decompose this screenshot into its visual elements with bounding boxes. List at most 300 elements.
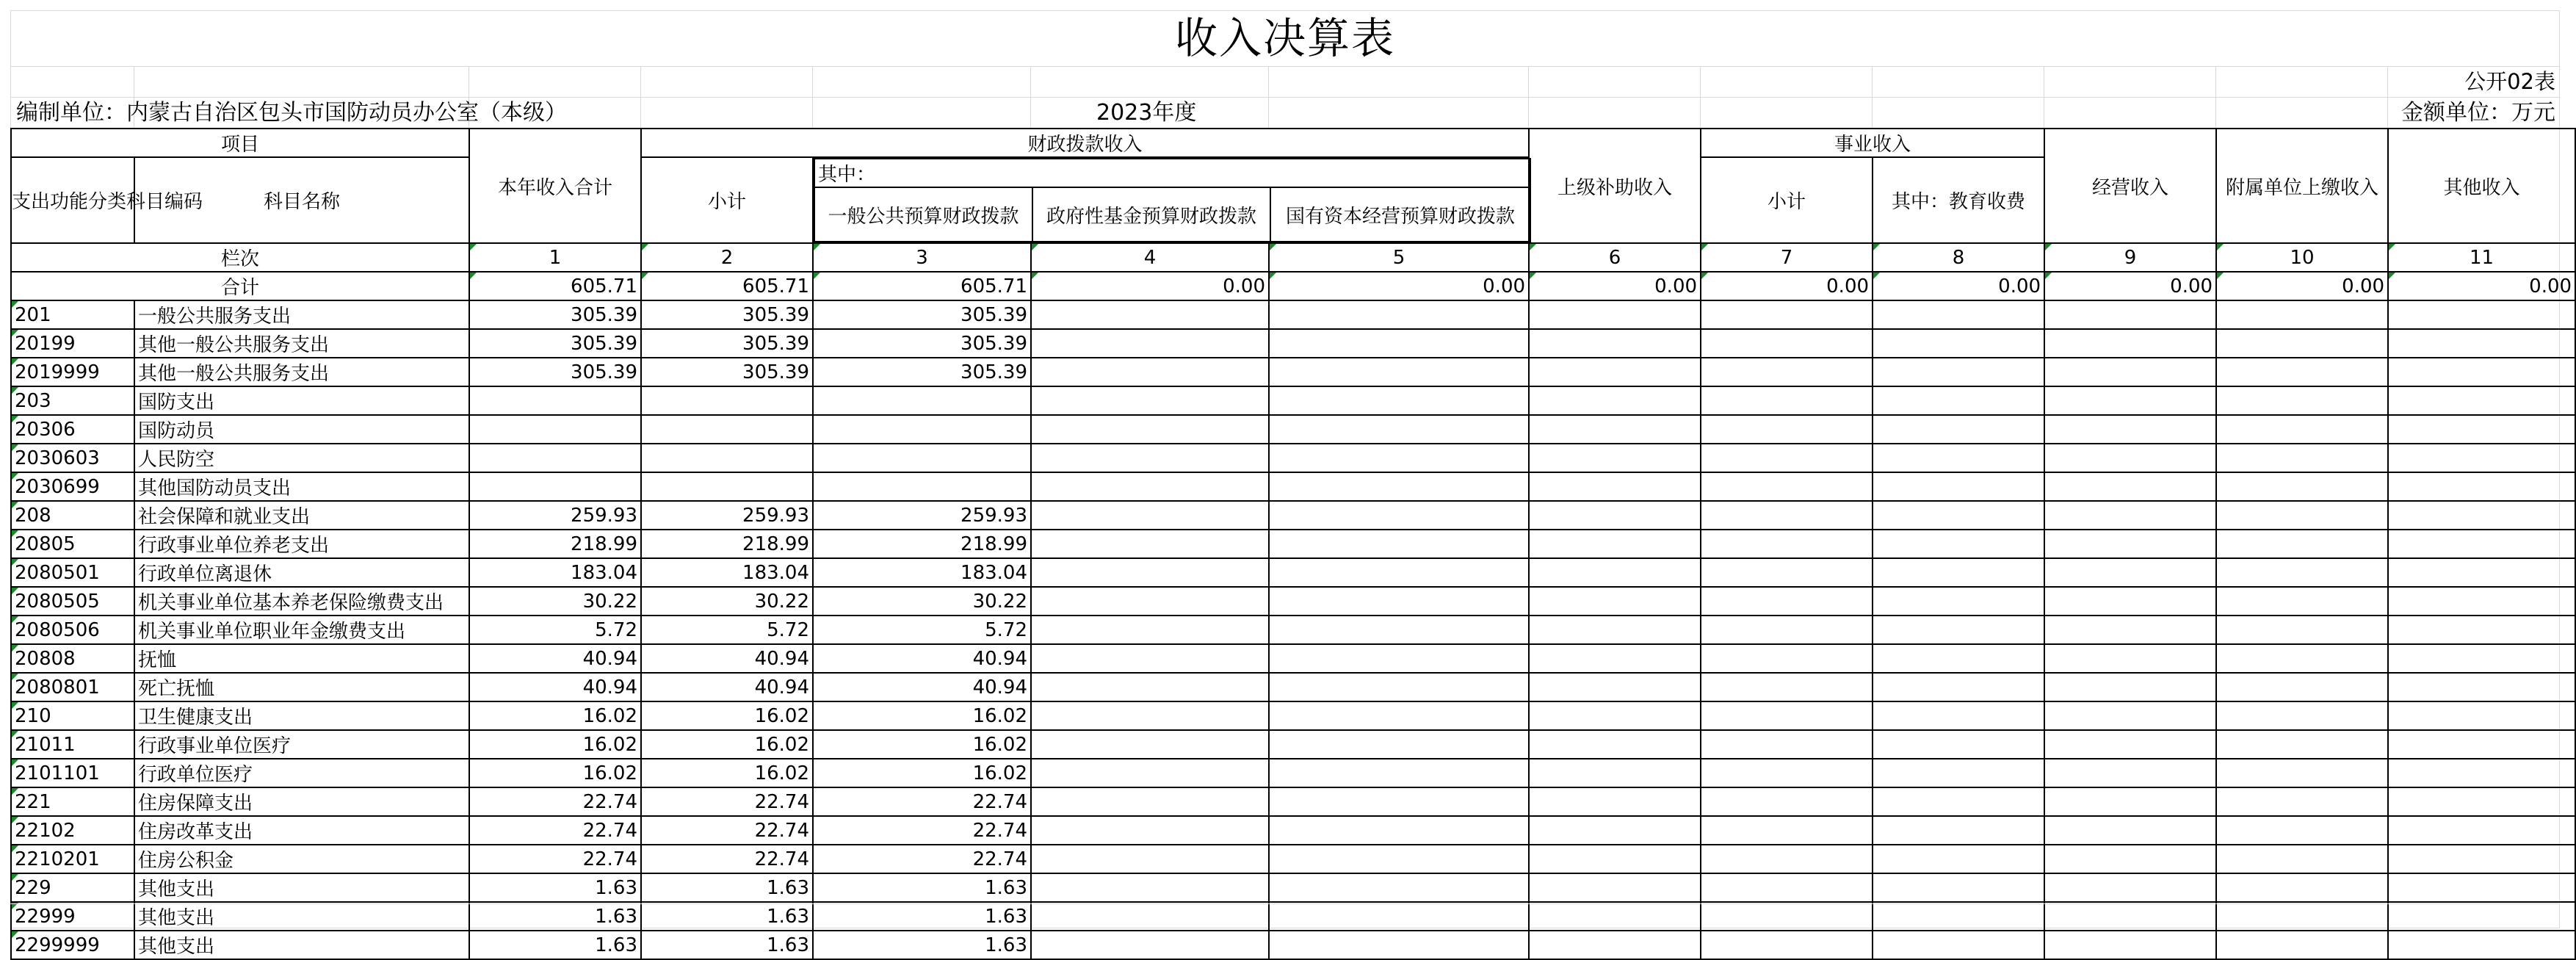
empty-amount-cell — [1873, 501, 2044, 530]
empty-amount-cell — [1701, 329, 1873, 358]
empty-amount-cell — [1031, 759, 1269, 787]
header-state-capital: 国有资本经营预算财政拨款 — [1270, 187, 1530, 242]
fiscal-subtotal-cell — [641, 415, 813, 444]
empty-amount-cell — [1269, 558, 1529, 587]
empty-amount-cell — [2388, 415, 2575, 444]
general-budget-cell: 305.39 — [813, 300, 1031, 329]
function-code-cell: 2080801 — [11, 673, 134, 701]
total-income-cell: 5.72 — [469, 616, 641, 644]
empty-amount-cell — [1031, 358, 1269, 386]
empty-amount-cell — [2388, 644, 2575, 673]
function-code-cell: 20199 — [11, 329, 134, 358]
empty-amount-cell — [2216, 558, 2388, 587]
empty-amount-cell — [1701, 415, 1873, 444]
grid-line — [10, 66, 2560, 67]
empty-amount-cell — [1529, 644, 1701, 673]
grid-line — [2387, 66, 2388, 128]
empty-amount-cell — [2388, 530, 2575, 558]
general-budget-cell: 183.04 — [813, 558, 1031, 587]
empty-amount-cell — [2044, 673, 2216, 701]
empty-amount-cell — [2216, 444, 2388, 472]
table-row — [11, 787, 2575, 816]
header-gov-fund: 政府性基金预算财政拨款 — [1032, 187, 1270, 242]
function-code-cell: 22999 — [11, 902, 134, 931]
column-number-cell: 7 — [1701, 243, 1873, 272]
empty-amount-cell — [1269, 616, 1529, 644]
empty-amount-cell — [1529, 730, 1701, 759]
fiscal-subtotal-cell: 16.02 — [641, 759, 813, 787]
table-row — [11, 472, 2575, 501]
subject-name-cell: 其他支出 — [134, 873, 469, 902]
empty-amount-cell — [2216, 759, 2388, 787]
empty-amount-cell — [1529, 386, 1701, 415]
empty-amount-cell — [2044, 415, 2216, 444]
function-code-cell: 2210201 — [11, 845, 134, 873]
subject-name-cell: 行政事业单位医疗 — [134, 730, 469, 759]
total-value-cell: 0.00 — [1529, 272, 1701, 300]
total-value-cell: 0.00 — [1269, 272, 1529, 300]
report-title: 收入决算表 — [1174, 13, 1395, 63]
empty-amount-cell — [1873, 873, 2044, 902]
column-number-cell: 3 — [813, 243, 1031, 272]
empty-amount-cell — [2044, 816, 2216, 845]
total-value-cell: 605.71 — [469, 272, 641, 300]
empty-amount-cell — [2388, 386, 2575, 415]
general-budget-cell: 5.72 — [813, 616, 1031, 644]
empty-amount-cell — [1269, 444, 1529, 472]
column-number-row — [11, 243, 2575, 272]
general-budget-cell: 259.93 — [813, 501, 1031, 530]
empty-amount-cell — [1701, 845, 1873, 873]
table-row — [11, 816, 2575, 845]
total-income-cell: 1.63 — [469, 873, 641, 902]
empty-amount-cell — [2216, 873, 2388, 902]
total-value-cell: 0.00 — [2044, 272, 2216, 300]
table-row — [11, 386, 2575, 415]
empty-amount-cell — [1701, 616, 1873, 644]
total-income-cell: 16.02 — [469, 701, 641, 730]
header-upper-subsidy: 上级补助收入 — [1529, 129, 1701, 243]
grid-line — [1268, 66, 1269, 128]
header-of-which: 其中： — [814, 159, 1530, 187]
function-code-cell: 2080505 — [11, 587, 134, 616]
empty-amount-cell — [1269, 501, 1529, 530]
subject-name-cell: 机关事业单位职业年金缴费支出 — [134, 616, 469, 644]
table-row — [11, 558, 2575, 587]
empty-amount-cell — [1873, 845, 2044, 873]
subject-name-cell: 社会保障和就业支出 — [134, 501, 469, 530]
empty-amount-cell — [2388, 444, 2575, 472]
subject-name-cell: 其他国防动员支出 — [134, 472, 469, 501]
empty-amount-cell — [1701, 701, 1873, 730]
total-income-cell: 1.63 — [469, 931, 641, 959]
table-row — [11, 358, 2575, 386]
column-number-cell: 6 — [1529, 243, 1701, 272]
empty-amount-cell — [2388, 587, 2575, 616]
empty-amount-cell — [2388, 673, 2575, 701]
general-budget-cell: 16.02 — [813, 730, 1031, 759]
general-budget-cell: 22.74 — [813, 816, 1031, 845]
header-general-budget: 一般公共预算财政拨款 — [814, 187, 1032, 242]
empty-amount-cell — [1701, 931, 1873, 959]
grid-line — [10, 97, 2560, 98]
function-code-cell: 22102 — [11, 816, 134, 845]
subject-name-cell: 机关事业单位基本养老保险缴费支出 — [134, 587, 469, 616]
general-budget-cell — [813, 386, 1031, 415]
general-budget-cell: 30.22 — [813, 587, 1031, 616]
header-undertaking: 事业收入 — [1701, 129, 2044, 157]
grid-line — [1528, 66, 1529, 128]
general-budget-cell — [813, 472, 1031, 501]
empty-amount-cell — [1269, 730, 1529, 759]
empty-amount-cell — [1529, 587, 1701, 616]
grid-line — [1872, 66, 1873, 128]
empty-amount-cell — [1701, 787, 1873, 816]
header-operating: 经营收入 — [2044, 129, 2216, 243]
table-row — [11, 587, 2575, 616]
header-func-code: 支出功能分类科目编码 — [11, 157, 134, 243]
empty-amount-cell — [2216, 644, 2388, 673]
fiscal-subtotal-cell: 22.74 — [641, 816, 813, 845]
column-number-cell: 10 — [2216, 243, 2388, 272]
table-row — [11, 329, 2575, 358]
empty-amount-cell — [2388, 501, 2575, 530]
empty-amount-cell — [1031, 673, 1269, 701]
function-code-cell: 221 — [11, 787, 134, 816]
total-income-cell: 305.39 — [469, 300, 641, 329]
empty-amount-cell — [1873, 530, 2044, 558]
fiscal-subtotal-cell: 305.39 — [641, 300, 813, 329]
header-fiscal: 财政拨款收入 — [641, 129, 1529, 157]
function-code-cell: 2019999 — [11, 358, 134, 386]
table-row — [11, 759, 2575, 787]
empty-amount-cell — [2216, 845, 2388, 873]
subject-name-cell: 抚恤 — [134, 644, 469, 673]
empty-amount-cell — [1269, 530, 1529, 558]
empty-amount-cell — [2044, 300, 2216, 329]
empty-amount-cell — [1269, 300, 1529, 329]
empty-amount-cell — [1031, 530, 1269, 558]
column-number-cell: 8 — [1873, 243, 2044, 272]
empty-amount-cell — [1701, 501, 1873, 530]
empty-amount-cell — [1873, 701, 2044, 730]
empty-amount-cell — [1873, 759, 2044, 787]
empty-amount-cell — [1031, 329, 1269, 358]
header-other: 其他收入 — [2388, 129, 2575, 243]
empty-amount-cell — [1529, 931, 1701, 959]
empty-amount-cell — [1529, 558, 1701, 587]
empty-amount-cell — [1529, 845, 1701, 873]
general-budget-cell: 1.63 — [813, 931, 1031, 959]
empty-amount-cell — [2216, 329, 2388, 358]
fiscal-subtotal-cell: 305.39 — [641, 329, 813, 358]
general-budget-cell: 16.02 — [813, 759, 1031, 787]
general-budget-cell: 22.74 — [813, 845, 1031, 873]
fiscal-subtotal-cell: 16.02 — [641, 730, 813, 759]
column-number-cell: 2 — [641, 243, 813, 272]
empty-amount-cell — [1873, 415, 2044, 444]
column-number-cell: 11 — [2388, 243, 2575, 272]
empty-amount-cell — [1873, 558, 2044, 587]
empty-amount-cell — [2044, 386, 2216, 415]
subject-name-cell: 行政单位医疗 — [134, 759, 469, 787]
empty-amount-cell — [1873, 673, 2044, 701]
total-income-cell — [469, 444, 641, 472]
empty-amount-cell — [1031, 472, 1269, 501]
grid-line — [640, 66, 641, 128]
empty-amount-cell — [2216, 931, 2388, 959]
table-row — [11, 530, 2575, 558]
empty-amount-cell — [2044, 616, 2216, 644]
empty-amount-cell — [2044, 644, 2216, 673]
form-code: 公开02表 — [2464, 69, 2555, 94]
empty-amount-cell — [1701, 358, 1873, 386]
empty-amount-cell — [1873, 300, 2044, 329]
total-value-cell: 605.71 — [813, 272, 1031, 300]
subject-name-cell: 人民防空 — [134, 444, 469, 472]
empty-amount-cell — [2388, 701, 2575, 730]
empty-amount-cell — [2044, 558, 2216, 587]
header-undertaking-subtotal: 小计 — [1701, 157, 1873, 243]
empty-amount-cell — [2044, 787, 2216, 816]
empty-amount-cell — [1529, 816, 1701, 845]
total-income-cell: 183.04 — [469, 558, 641, 587]
fiscal-subtotal-cell: 40.94 — [641, 673, 813, 701]
total-value-cell: 0.00 — [1873, 272, 2044, 300]
total-income-cell: 1.63 — [469, 902, 641, 931]
empty-amount-cell — [1269, 931, 1529, 959]
empty-amount-cell — [1031, 816, 1269, 845]
header-education-fee: 其中：教育收费 — [1873, 157, 2044, 243]
table-row — [11, 730, 2575, 759]
empty-amount-cell — [1873, 644, 2044, 673]
column-number-label: 栏次 — [11, 243, 469, 272]
empty-amount-cell — [1269, 358, 1529, 386]
fiscal-year: 2023年度 — [1096, 100, 1197, 126]
empty-amount-cell — [2388, 873, 2575, 902]
subject-name-cell: 其他支出 — [134, 931, 469, 959]
empty-amount-cell — [2216, 386, 2388, 415]
empty-amount-cell — [1529, 787, 1701, 816]
empty-amount-cell — [1031, 787, 1269, 816]
empty-amount-cell — [2216, 816, 2388, 845]
column-number-cell: 4 — [1031, 243, 1269, 272]
fiscal-subheader — [814, 158, 1531, 242]
empty-amount-cell — [2216, 472, 2388, 501]
table-row — [11, 701, 2575, 730]
total-income-cell: 40.94 — [469, 644, 641, 673]
empty-amount-cell — [1873, 931, 2044, 959]
empty-amount-cell — [1529, 472, 1701, 501]
empty-amount-cell — [2044, 501, 2216, 530]
table-row — [11, 644, 2575, 673]
empty-amount-cell — [1269, 587, 1529, 616]
table-row — [11, 444, 2575, 472]
empty-amount-cell — [1269, 415, 1529, 444]
total-income-cell — [469, 472, 641, 501]
general-budget-cell: 40.94 — [813, 644, 1031, 673]
empty-amount-cell — [1701, 300, 1873, 329]
table-row — [11, 845, 2575, 873]
column-number-cell: 9 — [2044, 243, 2216, 272]
empty-amount-cell — [2044, 701, 2216, 730]
empty-amount-cell — [1529, 873, 1701, 902]
function-code-cell: 20306 — [11, 415, 134, 444]
empty-amount-cell — [1701, 873, 1873, 902]
empty-amount-cell — [2044, 873, 2216, 902]
empty-amount-cell — [1873, 730, 2044, 759]
function-code-cell: 2080506 — [11, 616, 134, 644]
total-income-cell: 305.39 — [469, 358, 641, 386]
empty-amount-cell — [1873, 386, 2044, 415]
subject-name-cell: 国防动员 — [134, 415, 469, 444]
fiscal-subtotal-cell: 40.94 — [641, 644, 813, 673]
empty-amount-cell — [2044, 444, 2216, 472]
total-income-cell: 16.02 — [469, 730, 641, 759]
column-number-cell: 5 — [1269, 243, 1529, 272]
empty-amount-cell — [1269, 472, 1529, 501]
fiscal-subtotal-cell: 183.04 — [641, 558, 813, 587]
function-code-cell: 2299999 — [11, 931, 134, 959]
empty-amount-cell — [1701, 472, 1873, 501]
empty-amount-cell — [1031, 558, 1269, 587]
total-income-cell — [469, 415, 641, 444]
function-code-cell: 203 — [11, 386, 134, 415]
empty-amount-cell — [2044, 472, 2216, 501]
general-budget-cell: 1.63 — [813, 873, 1031, 902]
empty-amount-cell — [1031, 931, 1269, 959]
empty-amount-cell — [1269, 673, 1529, 701]
empty-amount-cell — [2216, 300, 2388, 329]
empty-amount-cell — [1269, 386, 1529, 415]
empty-amount-cell — [2044, 845, 2216, 873]
fiscal-subtotal-cell: 5.72 — [641, 616, 813, 644]
empty-amount-cell — [1031, 415, 1269, 444]
empty-amount-cell — [1031, 386, 1269, 415]
total-label: 合计 — [11, 272, 469, 300]
empty-amount-cell — [1529, 329, 1701, 358]
general-budget-cell — [813, 415, 1031, 444]
empty-amount-cell — [1701, 386, 1873, 415]
empty-amount-cell — [1529, 673, 1701, 701]
grid-line — [1030, 66, 1031, 128]
amount-unit: 金额单位：万元 — [2401, 100, 2555, 126]
empty-amount-cell — [1031, 587, 1269, 616]
fiscal-subtotal-cell — [641, 386, 813, 415]
subject-name-cell: 一般公共服务支出 — [134, 300, 469, 329]
empty-amount-cell — [1873, 616, 2044, 644]
empty-amount-cell — [1529, 300, 1701, 329]
empty-amount-cell — [2216, 616, 2388, 644]
total-income-cell: 218.99 — [469, 530, 641, 558]
empty-amount-cell — [1873, 472, 2044, 501]
empty-amount-cell — [1873, 787, 2044, 816]
empty-amount-cell — [1701, 673, 1873, 701]
empty-amount-cell — [1269, 787, 1529, 816]
empty-amount-cell — [2044, 931, 2216, 959]
empty-amount-cell — [2216, 415, 2388, 444]
empty-amount-cell — [1269, 701, 1529, 730]
empty-amount-cell — [2388, 472, 2575, 501]
general-budget-cell: 40.94 — [813, 673, 1031, 701]
fiscal-subtotal-cell — [641, 472, 813, 501]
empty-amount-cell — [1031, 730, 1269, 759]
empty-amount-cell — [1873, 329, 2044, 358]
header-affiliated: 附属单位上缴收入 — [2216, 129, 2388, 243]
total-income-cell: 22.74 — [469, 787, 641, 816]
empty-amount-cell — [2388, 730, 2575, 759]
subject-name-cell: 其他一般公共服务支出 — [134, 329, 469, 358]
empty-amount-cell — [1031, 873, 1269, 902]
grid-line — [812, 66, 813, 128]
subject-name-cell: 行政单位离退休 — [134, 558, 469, 587]
function-code-cell: 20808 — [11, 644, 134, 673]
empty-amount-cell — [1873, 587, 2044, 616]
empty-amount-cell — [1269, 329, 1529, 358]
empty-amount-cell — [1031, 845, 1269, 873]
empty-amount-cell — [2044, 730, 2216, 759]
empty-amount-cell — [1031, 501, 1269, 530]
fiscal-subtotal-cell: 1.63 — [641, 873, 813, 902]
empty-amount-cell — [1269, 644, 1529, 673]
function-code-cell: 210 — [11, 701, 134, 730]
general-budget-cell: 305.39 — [813, 329, 1031, 358]
subject-name-cell: 住房公积金 — [134, 845, 469, 873]
income-statement-table — [10, 128, 2576, 960]
general-budget-cell: 1.63 — [813, 902, 1031, 931]
fiscal-subtotal-cell: 16.02 — [641, 701, 813, 730]
empty-amount-cell — [1529, 415, 1701, 444]
empty-amount-cell — [1873, 444, 2044, 472]
empty-amount-cell — [1031, 644, 1269, 673]
empty-amount-cell — [2044, 759, 2216, 787]
subject-name-cell: 住房改革支出 — [134, 816, 469, 845]
empty-amount-cell — [1269, 816, 1529, 845]
function-code-cell: 229 — [11, 873, 134, 902]
empty-amount-cell — [2388, 616, 2575, 644]
total-income-cell: 22.74 — [469, 845, 641, 873]
total-value-cell: 0.00 — [2388, 272, 2575, 300]
empty-amount-cell — [1873, 816, 2044, 845]
empty-amount-cell — [2044, 587, 2216, 616]
empty-amount-cell — [1529, 616, 1701, 644]
table-row — [11, 415, 2575, 444]
empty-amount-cell — [2216, 701, 2388, 730]
empty-amount-cell — [1529, 530, 1701, 558]
column-number-cell: 1 — [469, 243, 641, 272]
fiscal-subtotal-cell: 218.99 — [641, 530, 813, 558]
function-code-cell: 2080501 — [11, 558, 134, 587]
subject-name-cell: 其他支出 — [134, 902, 469, 931]
empty-amount-cell — [1529, 501, 1701, 530]
empty-amount-cell — [2388, 300, 2575, 329]
subject-name-cell: 卫生健康支出 — [134, 701, 469, 730]
empty-amount-cell — [2388, 816, 2575, 845]
total-row — [11, 272, 2575, 300]
empty-amount-cell — [1701, 816, 1873, 845]
grid-line — [2215, 66, 2216, 128]
empty-amount-cell — [2216, 730, 2388, 759]
empty-amount-cell — [1529, 358, 1701, 386]
empty-amount-cell — [2388, 845, 2575, 873]
sheet-footer — [10, 903, 2560, 929]
general-budget-cell: 16.02 — [813, 701, 1031, 730]
empty-amount-cell — [1701, 530, 1873, 558]
empty-amount-cell — [1269, 873, 1529, 902]
table-row — [11, 873, 2575, 902]
total-income-cell: 305.39 — [469, 329, 641, 358]
empty-amount-cell — [2388, 358, 2575, 386]
